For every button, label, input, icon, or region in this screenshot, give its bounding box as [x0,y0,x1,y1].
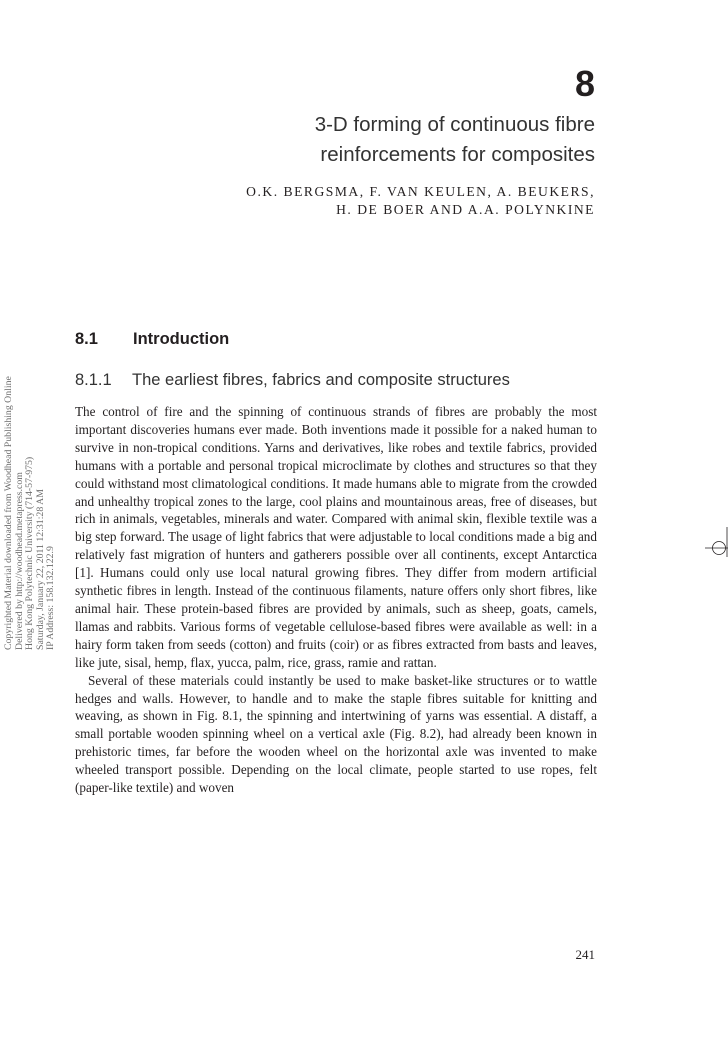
body-text [75,403,597,797]
chapter-title [175,110,595,170]
chapter-number: 8 [574,63,595,104]
subsection-title: The earliest fibres, fabrics and composite structures [132,371,510,389]
section-heading [75,328,229,350]
subsection-number: 8.1.1 [75,371,112,389]
copyright-side-note [4,250,57,650]
paragraph: Several of these materials could instantly be used to make basket-like structures or to wattle hedges and walls. However, to handle and to make the staple fibres suitable for knitting and weaving, as shown in Fig. 8.1, the spinning and intertwining of yarns was essential. A distaff, a small portable wooden spinning wheel on a vertical axle (Fig. 8.2), had already been known in prehistoric times, far before the wooden wheel on the horizontal axle was invented to make wheeled transport possible. Depending on the local climate, people started to use ropes, felt (paper-like textile) and woven [75,672,597,796]
chapter-title-line: 3-D forming of continuous fibre [314,113,595,136]
side-note-line: Copyrighted Material downloaded from Woodhead Publishing Online [3,376,14,650]
side-note-line: IP Address: 158.132.122.9 [45,546,57,650]
author-line: H. DE BOER AND A.A. POLYNKINE [336,202,595,217]
page-number: 241 [575,947,595,962]
chapter-title-line: reinforcements for composites [320,143,595,166]
subsection-heading [75,369,510,391]
paragraph: The control of fire and the spinning of continuous strands of fibres are probably the most important discoveries humans ever made. Both inventions made it possible for a naked human to survive in non-tropical conditions. Yarns and derivatives, like robes and textile fabrics, provided humans with a portable and personal tropical microclimate by clothes and structures so that they could withstand most climatological conditions. It made humans able to migrate from the crowded and unhealthy tropical zones to the large, cool plains and mountainous areas, free of diseases, but rich in animals, vegetables, minerals and water. Compared with animal skin, flexible textile was a big step forward. The usage of light fabrics that were adjustable to local conditions made a big and relatively fast migration of hunters and gatherers possible over all continents, except Antarctica [1]. Humans could only use local natural growing fibres. They differ from modern artificial synthetic fibres in length. Instead of the continuous filaments, nature offers only short fibres, like animal hair. These protein-based fibres are provided by animals, such as sheep, goats, camels, llamas and rabbits. Various forms of vegetable cellulose-based fibres were available as well: in a hairy form taken from seeds (cotton) and fruits (coir) or as fibres extracted from basts and leaves, like jute, sisal, hemp, flax, yucca, palm, rice, grass, ramie and rattan. [75,404,597,670]
author-list [95,183,595,219]
author-line: O.K. BERGSMA, F. VAN KEULEN, A. BEUKERS, [246,184,595,199]
crop-mark-icon [705,527,728,557]
side-note-line: Saturday, January 22, 2011 12:31:28 AM [34,489,46,650]
section-title: Introduction [133,330,230,348]
section-number: 8.1 [75,330,98,348]
side-note-line: Hong Kong Polytechnic University (714-57-975) [24,456,36,650]
side-note-line: Delivered by http://woodhead.metapress.com [13,472,25,650]
